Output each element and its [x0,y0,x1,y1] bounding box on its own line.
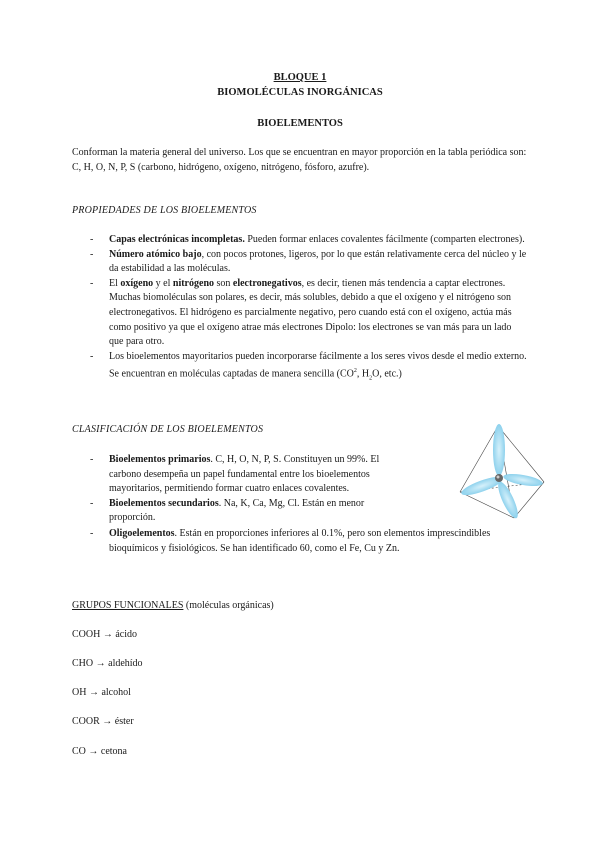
item-text: , H [356,368,370,380]
list-item [90,497,390,526]
item-bold: Número atómico bajo [109,248,202,260]
item-text: . Na, K, Ca, Mg, Cl. Están en menor proporción. [109,497,365,524]
group-formula: CHO [72,658,94,669]
intro-paragraph: Conforman la materia general del universo. Los que se encuentran en mayor proporción en la tabla periódica son: C, H, O, N, P, S (carbono, hidrógeno, oxígeno, nitrógeno, fósforo, azufre). [72,147,527,173]
group-name: aldehído [108,658,143,669]
subscript: 2 [369,375,373,382]
group-name: alcohol [101,687,131,698]
clasificacion-list-cont [90,527,528,556]
group-formula: COOH [72,629,101,640]
item-text: , es decir, tienen más tendencia a captar electrones. Muchas biomoléculas son polares, es decir, más solubles, debido a que el oxígeno y el nitrógeno son electronegativos. El hidrógeno es parcialmente negativo, pero cuando está con el oxígeno, actúa más como positivo ya que el oxígeno atrae más electrones Dipolo: los electrones se van más para un lado que para otro. [109,277,512,348]
list-item [90,453,390,497]
item-bold: Bioelementos primarios [109,454,211,465]
group-formula: COOR [72,716,100,727]
item-text: . Están en proporciones inferiores al 0.1%, pero son elementos imprescindibles bioquímicos y fisiológicos. Se han identificado 60, como el Fe, Cu y Zn. [109,528,491,554]
list-item [90,350,528,387]
group-name: ácido [115,629,137,640]
list-item [90,248,528,277]
arrow-icon: → [102,629,113,640]
clasificacion-list [90,453,390,526]
functional-group-row [72,629,137,640]
item-bold: Capas electrónicas incompletas. [109,234,245,245]
superscript: 2 [353,368,357,375]
item-text: . C, H, O, N, P, S. Constituyen un 99%. El carbono desempeña un papel fundamental entre los bioelementos mayoritarios, permitiendo formar cuatro enlaces covalentes. [109,454,380,495]
list-item [90,527,528,556]
group-formula: CO [72,746,86,757]
clasificacion-heading: CLASIFICACIÓN DE LOS BIOELEMENTOS [72,424,264,435]
bloque-title: BLOQUE 1 [273,72,327,83]
arrow-icon: → [102,716,113,727]
orbital-lobe-bottom [495,480,522,521]
item-bold: oxígeno [120,277,154,289]
carbon-highlight [497,476,500,479]
item-text: Los bioelementos mayoritarios pueden incorporarse fácilmente a los seres vivos desde el medio externo. Se encuentran en moléculas captadas de manera sencilla (CO [109,350,527,380]
item-text: Pueden formar enlaces covalentes fácilmente (comparten electrones). [244,234,525,245]
propiedades-heading: PROPIEDADES DE LOS BIOELEMENTOS [72,205,257,216]
item-text: El [109,277,121,289]
item-bold: Bioelementos secundarios [109,497,219,509]
functional-group-row [72,687,131,698]
grupos-note: (moléculas orgánicas) [183,600,274,611]
item-text: O, etc.) [372,368,402,380]
section-title: BIOELEMENTOS [257,118,343,129]
item-bold: Oligoelementos [109,528,175,539]
functional-group-row [72,716,134,727]
propiedades-list [90,233,528,386]
arrow-icon: → [88,746,99,757]
grupos-heading-line [72,600,274,611]
group-formula: OH [72,687,87,698]
tetrahedral-carbon-figure [452,420,552,525]
page-subtitle: BIOMOLÉCULAS INORGÁNICAS [217,87,383,98]
item-text: y el [153,277,173,289]
group-name: éster [114,716,134,727]
list-item [90,277,528,350]
item-text: , con pocos protones, ligeros, por lo que están relativamente cerca del núcleo y le da estabilidad a las moléculas. [109,248,527,275]
orbital-lobe-top [493,424,505,476]
functional-group-row [72,746,127,757]
functional-group-row [72,658,143,669]
arrow-icon: → [95,658,106,669]
grupos-heading: GRUPOS FUNCIONALES [72,600,184,611]
item-text: son [214,277,233,289]
group-name: cetona [100,746,127,757]
arrow-icon: → [88,687,99,698]
item-bold: nitrógeno [172,277,214,289]
list-item [90,233,528,248]
item-bold: electronegativos [232,277,302,289]
